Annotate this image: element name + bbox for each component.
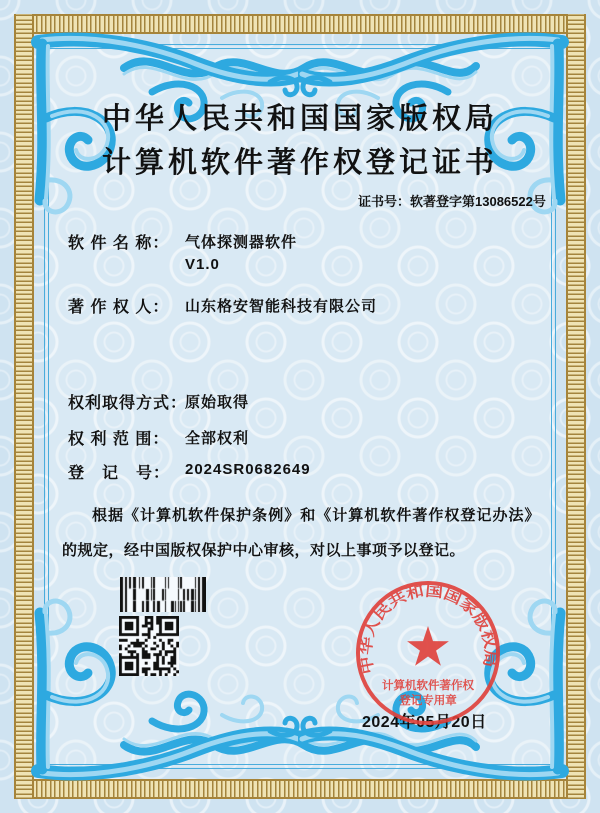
field-label-copyright-holder: 著 作 权 人：: [68, 299, 170, 316]
field-label-acquisition-method: 权利取得方式：: [68, 395, 188, 412]
field-value-software-version: V1.0: [185, 256, 220, 273]
certificate-number-label: 证书号：: [358, 194, 411, 209]
title-line1: 中华人民共和国国家版权局: [101, 103, 498, 135]
issue-date: 2024年05月20日: [362, 714, 487, 731]
field-label-registration-number: 登 记 号：: [68, 465, 171, 482]
field-label-software-name: 软 件 名 称：: [68, 235, 170, 252]
registration-statement: 根据《计算机软件保护条例》和《计算机软件著作权登记办法》的规定，经中国版权保护中心审核，对以上事项予以登记。: [62, 507, 540, 559]
seal-arc-text: 中华人民共和国国家版权局: [357, 582, 499, 676]
title-line2: 计算机软件著作权登记证书: [101, 147, 498, 179]
field-value-copyright-holder: 山东格安智能科技有限公司: [185, 298, 378, 315]
qr-code: [119, 616, 179, 676]
certificate-number-value: 软著登字第13086522号: [410, 194, 546, 209]
official-seal: [353, 578, 503, 728]
certificate-number: [358, 191, 546, 210]
seal-text-line2: 登记专用章: [399, 695, 457, 707]
field-label-rights-scope: 权 利 范 围：: [68, 431, 170, 448]
barcode: [120, 577, 206, 612]
seal-text-line1: 计算机软件著作权: [382, 680, 474, 692]
star-icon: [407, 626, 449, 666]
field-value-acquisition-method: 原始取得: [185, 394, 250, 411]
field-value-registration-number: 2024SR0682649: [185, 461, 311, 478]
field-value-software-name: 气体探测器软件: [185, 234, 298, 251]
field-value-rights-scope: 全部权利: [185, 430, 250, 447]
